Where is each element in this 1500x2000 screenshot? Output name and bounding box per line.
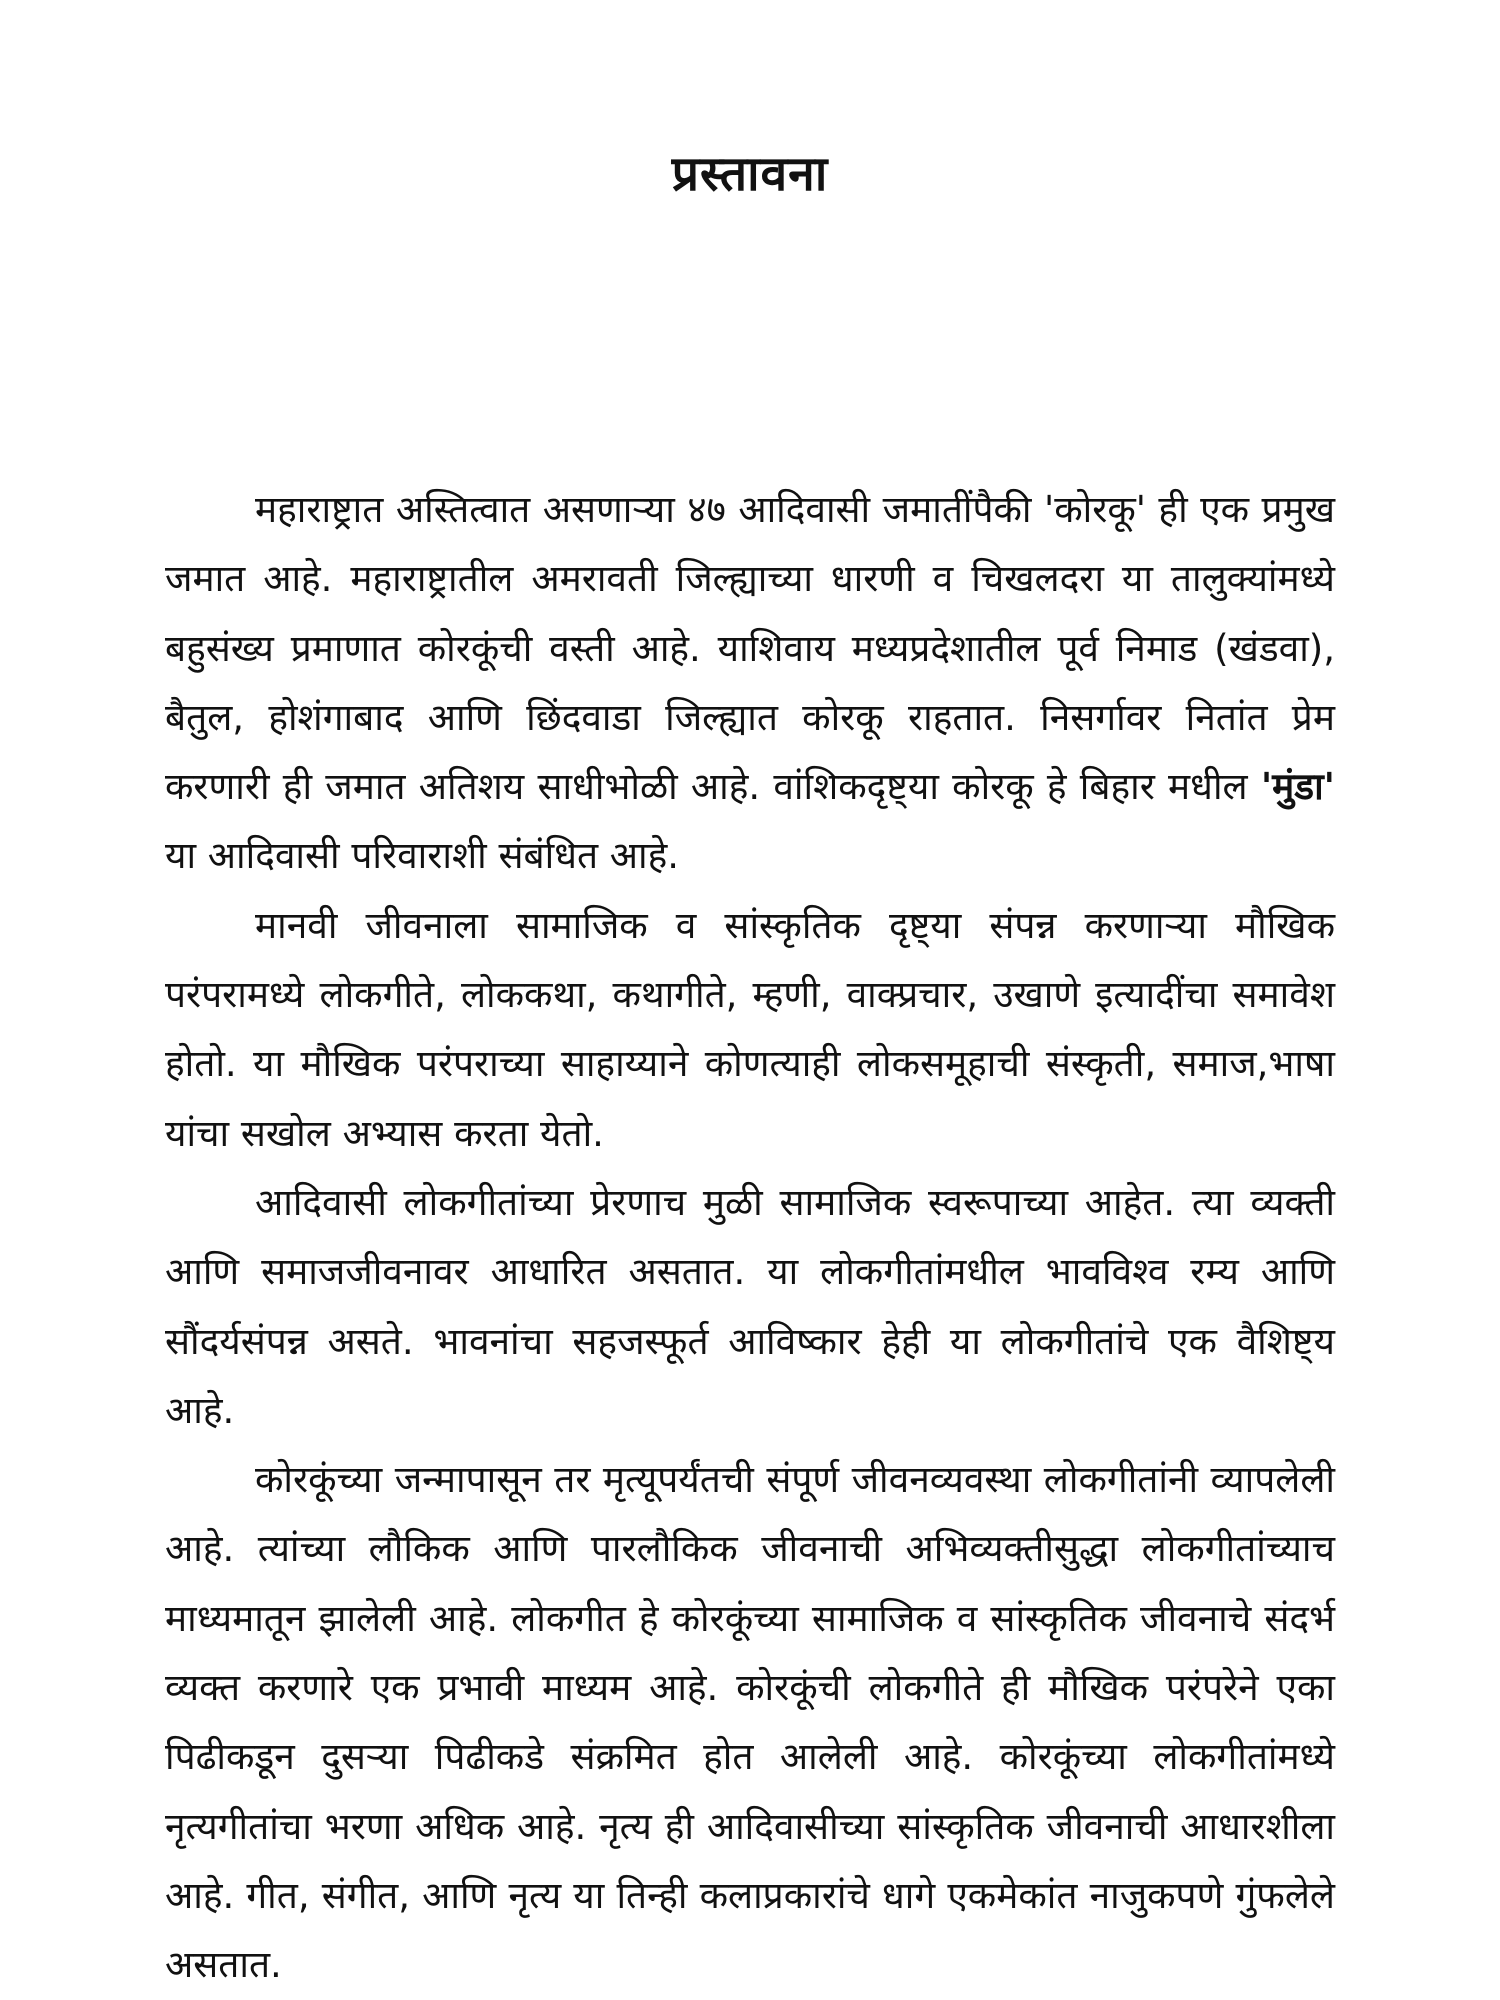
paragraph-4 <box>165 1445 1335 1999</box>
paragraph-1-text: महाराष्ट्रात अस्तित्वात असणाऱ्या ४७ आदिवासी जमातींपैकी 'कोरकू' ही एक प्रमुख जमात आहे. महाराष्ट्रातील अमरावती जिल्ह्याच्या धारणी व चिखलदरा या तालुक्यांमध्ये बहुसंख्य प्रमाणात कोरकूंची वस्ती आहे. याशिवाय मध्यप्रदेशातील पूर्व निमाड (खंडवा), बैतुल, होशंगाबाद आणि छिंदवाडा जिल्ह्यात कोरकू राहतात. निसर्गावर नितांत प्रेम करणारी ही जमात अतिशय साधीभोळी आहे. वांशिकदृष्ट्या कोरकू हे बिहार मधील <box>165 488 1335 809</box>
paragraph-3 <box>165 1168 1335 1445</box>
body-text <box>165 475 1335 2000</box>
paragraph-3-text: आदिवासी लोकगीतांच्या प्रेरणाच मुळी सामाजिक स्वरूपाच्या आहेत. त्या व्यक्ती आणि समाजजीवनावर आधारित असतात. या लोकगीतांमधील भावविश्व रम्य आणि सौंदर्यसंपन्न असते. भावनांचा सहजस्फूर्त आविष्कार हेही या लोकगीतांचे एक वैशिष्ट्य आहे. <box>165 1180 1335 1432</box>
paragraph-2 <box>165 891 1335 1168</box>
paragraph-1-bold-term: 'मुंडा' <box>1260 765 1335 809</box>
paragraph-1-text-end: या आदिवासी परिवाराशी संबंधित आहे. <box>165 834 680 878</box>
paragraph-4-text: कोरकूंच्या जन्मापासून तर मृत्यूपर्यंतची संपूर्ण जीवनव्यवस्था लोकगीतांनी व्यापलेली आहे. त्यांच्या लौकिक आणि पारलौकिक जीवनाची अभिव्यक्तीसुद्धा लोकगीतांच्याच माध्यमातून झालेली आहे. लोकगीत हे कोरकूंच्या सामाजिक व सांस्कृतिक जीवनाचे संदर्भ व्यक्त करणारे एक प्रभावी माध्यम आहे. कोरकूंची लोकगीते ही मौखिक परंपरेने एका पिढीकडून दुसऱ्या पिढीकडे संक्रमित होत आलेली आहे. कोरकूंच्या लोकगीतांमध्ये नृत्यगीतांचा भरणा अधिक आहे. नृत्य ही आदिवासीच्या सांस्कृतिक जीवनाची आधारशीला आहे. गीत, संगीत, आणि नृत्य या तिन्ही कलाप्रकारांचे धागे एकमेकांत नाजुकपणे गुंफलेले असतात. <box>165 1458 1335 1987</box>
paragraph-1 <box>165 475 1335 891</box>
page-title: प्रस्तावना <box>671 146 829 202</box>
paragraph-2-text: मानवी जीवनाला सामाजिक व सांस्कृतिक दृष्ट्या संपन्न करणाऱ्या मौखिक परंपरामध्ये लोकगीते, लोककथा, कथागीते, म्हणी, वाक्प्रचार, उखाणे इत्यादींचा समावेश होतो. या मौखिक परंपराच्या साहाय्याने कोणत्याही लोकसमूहाची संस्कृती, समाज,भाषा यांचा सखोल अभ्यास करता येतो. <box>165 903 1335 1155</box>
